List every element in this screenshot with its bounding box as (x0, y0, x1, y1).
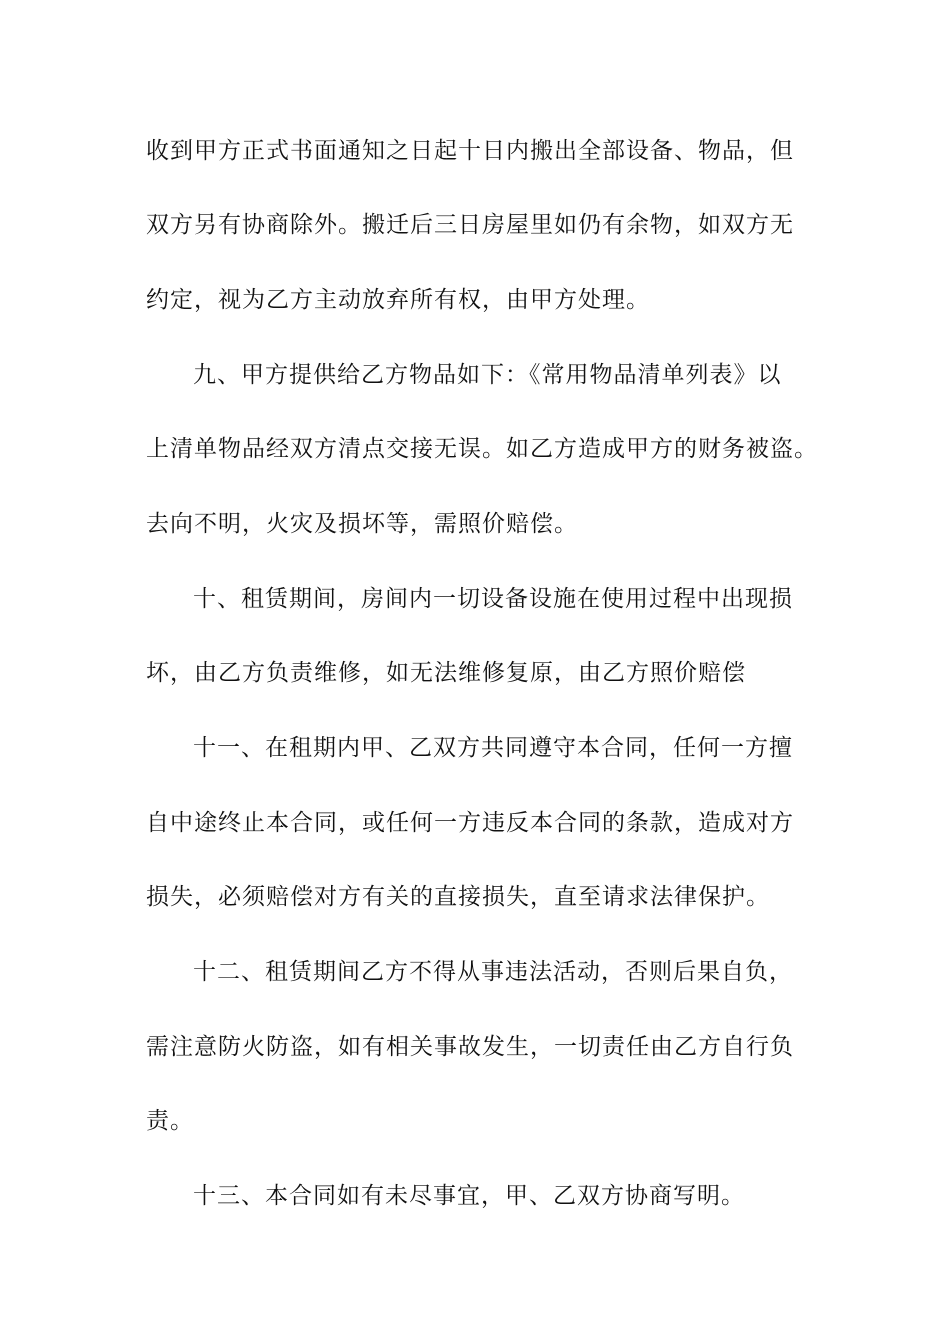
paragraph-line: 责。 (146, 1108, 194, 1134)
paragraph-line: 收到甲方正式书面通知之日起十日内搬出全部设备、物品，但 (146, 138, 794, 164)
paragraph-line: 自中途终止本合同，或任何一方违反本合同的条款，造成对方 (146, 810, 794, 836)
paragraph-line: 坏，由乙方负责维修，如无法维修复原，由乙方照价赔偿 (146, 660, 746, 686)
paragraph-line: 双方另有协商除外。搬迁后三日房屋里如仍有余物，如双方无 (146, 212, 794, 238)
paragraph-line: 需注意防火防盗，如有相关事故发生，一切责任由乙方自行负 (146, 1034, 794, 1060)
clause-9-line: 九、甲方提供给乙方物品如下：《常用物品清单列表》以 (193, 362, 782, 388)
clause-13-line: 十三、本合同如有未尽事宜，甲、乙双方协商写明。 (193, 1183, 745, 1209)
paragraph-line: 损失，必须赔偿对方有关的直接损失，直至请求法律保护。 (146, 884, 770, 910)
paragraph-line: 去向不明，火灾及损坏等，需照价赔偿。 (146, 511, 578, 537)
clause-11-line: 十一、在租期内甲、乙双方共同遵守本合同，任何一方擅 (193, 735, 793, 761)
clause-10-line: 十、租赁期间，房间内一切设备设施在使用过程中出现损 (193, 586, 793, 612)
paragraph-line: 上清单物品经双方清点交接无误。如乙方造成甲方的财务被盗。 (146, 436, 818, 462)
clause-12-line: 十二、租赁期间乙方不得从事违法活动，否则后果自负， (193, 959, 793, 985)
paragraph-line: 约定，视为乙方主动放弃所有权，由甲方处理。 (146, 287, 650, 313)
